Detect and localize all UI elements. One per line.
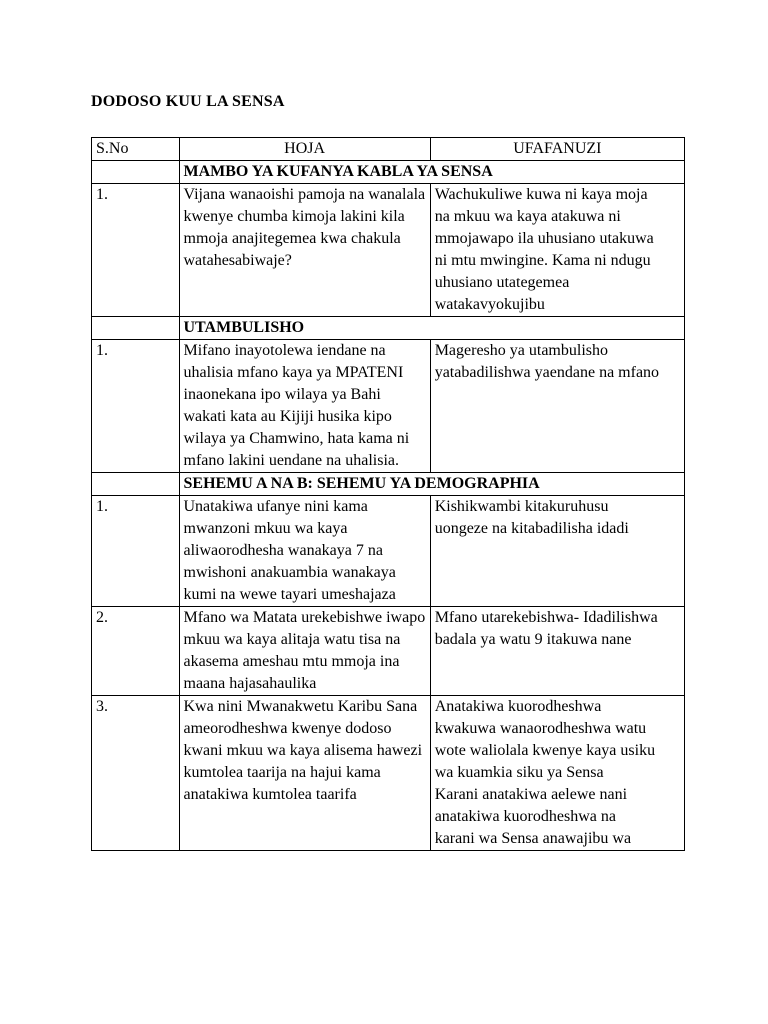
row-ufafanuzi [430,607,684,696]
section-row [92,473,685,496]
document-title: DODOSO KUU LA SENSA [91,93,285,110]
row-number: 1. [92,496,180,607]
table-row [92,496,685,607]
ufafanuzi-line: kwakuwa wanaorodheshwa watu [434,720,647,737]
row-hoja: Mifano inayotolewa iendane na uhalisia mfano kaya ya MPATENI inaonekana ipo wilaya ya Bahi wakati kata au Kijiji husika kipo wilaya ya Chamwino, hata kama ni mfano lakini uendane na uhalisia. [179,340,430,473]
ufafanuzi-line: mmojawapo ila uhusiano utakuwa [434,230,654,247]
section-row [92,317,685,340]
ufafanuzi-line: ni mtu mwingine. Kama ni ndugu [434,252,651,269]
ufafanuzi-line: wa kuamkia siku ya Sensa [434,764,604,781]
ufafanuzi-line: uhusiano utategemea [434,274,570,291]
row-number: 2. [92,607,180,696]
row-ufafanuzi [430,340,684,473]
row-ufafanuzi [430,184,684,317]
table-row [92,184,685,317]
qa-table [91,137,685,851]
section-label: MAMBO YA KUFANYA KABLA YA SENSA [179,161,685,184]
table-row [92,607,685,696]
ufafanuzi-line: na mkuu wa kaya atakuwa ni [434,208,621,225]
row-hoja: Mfano wa Matata urekebishwe iwapo mkuu wa kaya alitaja watu tisa na akasema ameshau mtu mmoja ina maana hajasahaulika [179,607,430,696]
table-row [92,696,685,851]
table-row [92,340,685,473]
ufafanuzi-line: Kishikwambi kitakuruhusu [434,498,609,515]
row-hoja: Kwa nini Mwanakwetu Karibu Sana ameorodheshwa kwenye dodoso kwani mkuu wa kaya alisema hawezi kumtolea taarija na hajui kama anatakiwa kumtolea taarifa [179,696,430,851]
row-ufafanuzi [430,696,684,851]
section-label: SEHEMU A NA B: SEHEMU YA DEMOGRAPHIA [179,473,685,496]
header-sno: S.No [92,138,180,161]
ufafanuzi-line: Mageresho ya utambulisho [434,342,608,359]
ufafanuzi-line: karani wa Sensa anawajibu wa [434,830,632,847]
ufafanuzi-line: yatabadilishwa yaendane na mfano [434,364,660,381]
ufafanuzi-line: badala ya watu 9 itakuwa nane [434,631,632,648]
section-empty-cell [92,161,180,184]
ufafanuzi-line: Wachukuliwe kuwa ni kaya moja [434,186,648,203]
ufafanuzi-line: Mfano utarekebishwa- Idadilishwa [434,609,658,626]
header-ufafanuzi: UFAFANUZI [430,138,684,161]
table-header-row [92,138,685,161]
ufafanuzi-line: wote waliolala kwenye kaya usiku [434,742,656,759]
row-hoja: Unatakiwa ufanye nini kama mwanzoni mkuu wa kaya aliwaorodhesha wanakaya 7 na mwishoni anakuambia wanakaya kumi na wewe tayari umeshajaza [179,496,430,607]
ufafanuzi-line: watakavyokujibu [434,296,545,313]
section-empty-cell [92,473,180,496]
section-empty-cell [92,317,180,340]
row-hoja: Vijana wanaoishi pamoja na wanalala kwenye chumba kimoja lakini kila mmoja anajitegemea kwa chakula watahesabiwaje? [179,184,430,317]
ufafanuzi-line: anatakiwa kuorodheshwa na [434,808,616,825]
section-label: UTAMBULISHO [179,317,685,340]
row-number: 1. [92,340,180,473]
header-hoja: HOJA [179,138,430,161]
ufafanuzi-line: Karani anatakiwa aelewe nani [434,786,628,803]
row-number: 1. [92,184,180,317]
row-ufafanuzi [430,496,684,607]
section-row [92,161,685,184]
ufafanuzi-line: Anatakiwa kuorodheshwa [434,698,602,715]
row-number: 3. [92,696,180,851]
ufafanuzi-line: uongeze na kitabadilisha idadi [434,520,629,537]
